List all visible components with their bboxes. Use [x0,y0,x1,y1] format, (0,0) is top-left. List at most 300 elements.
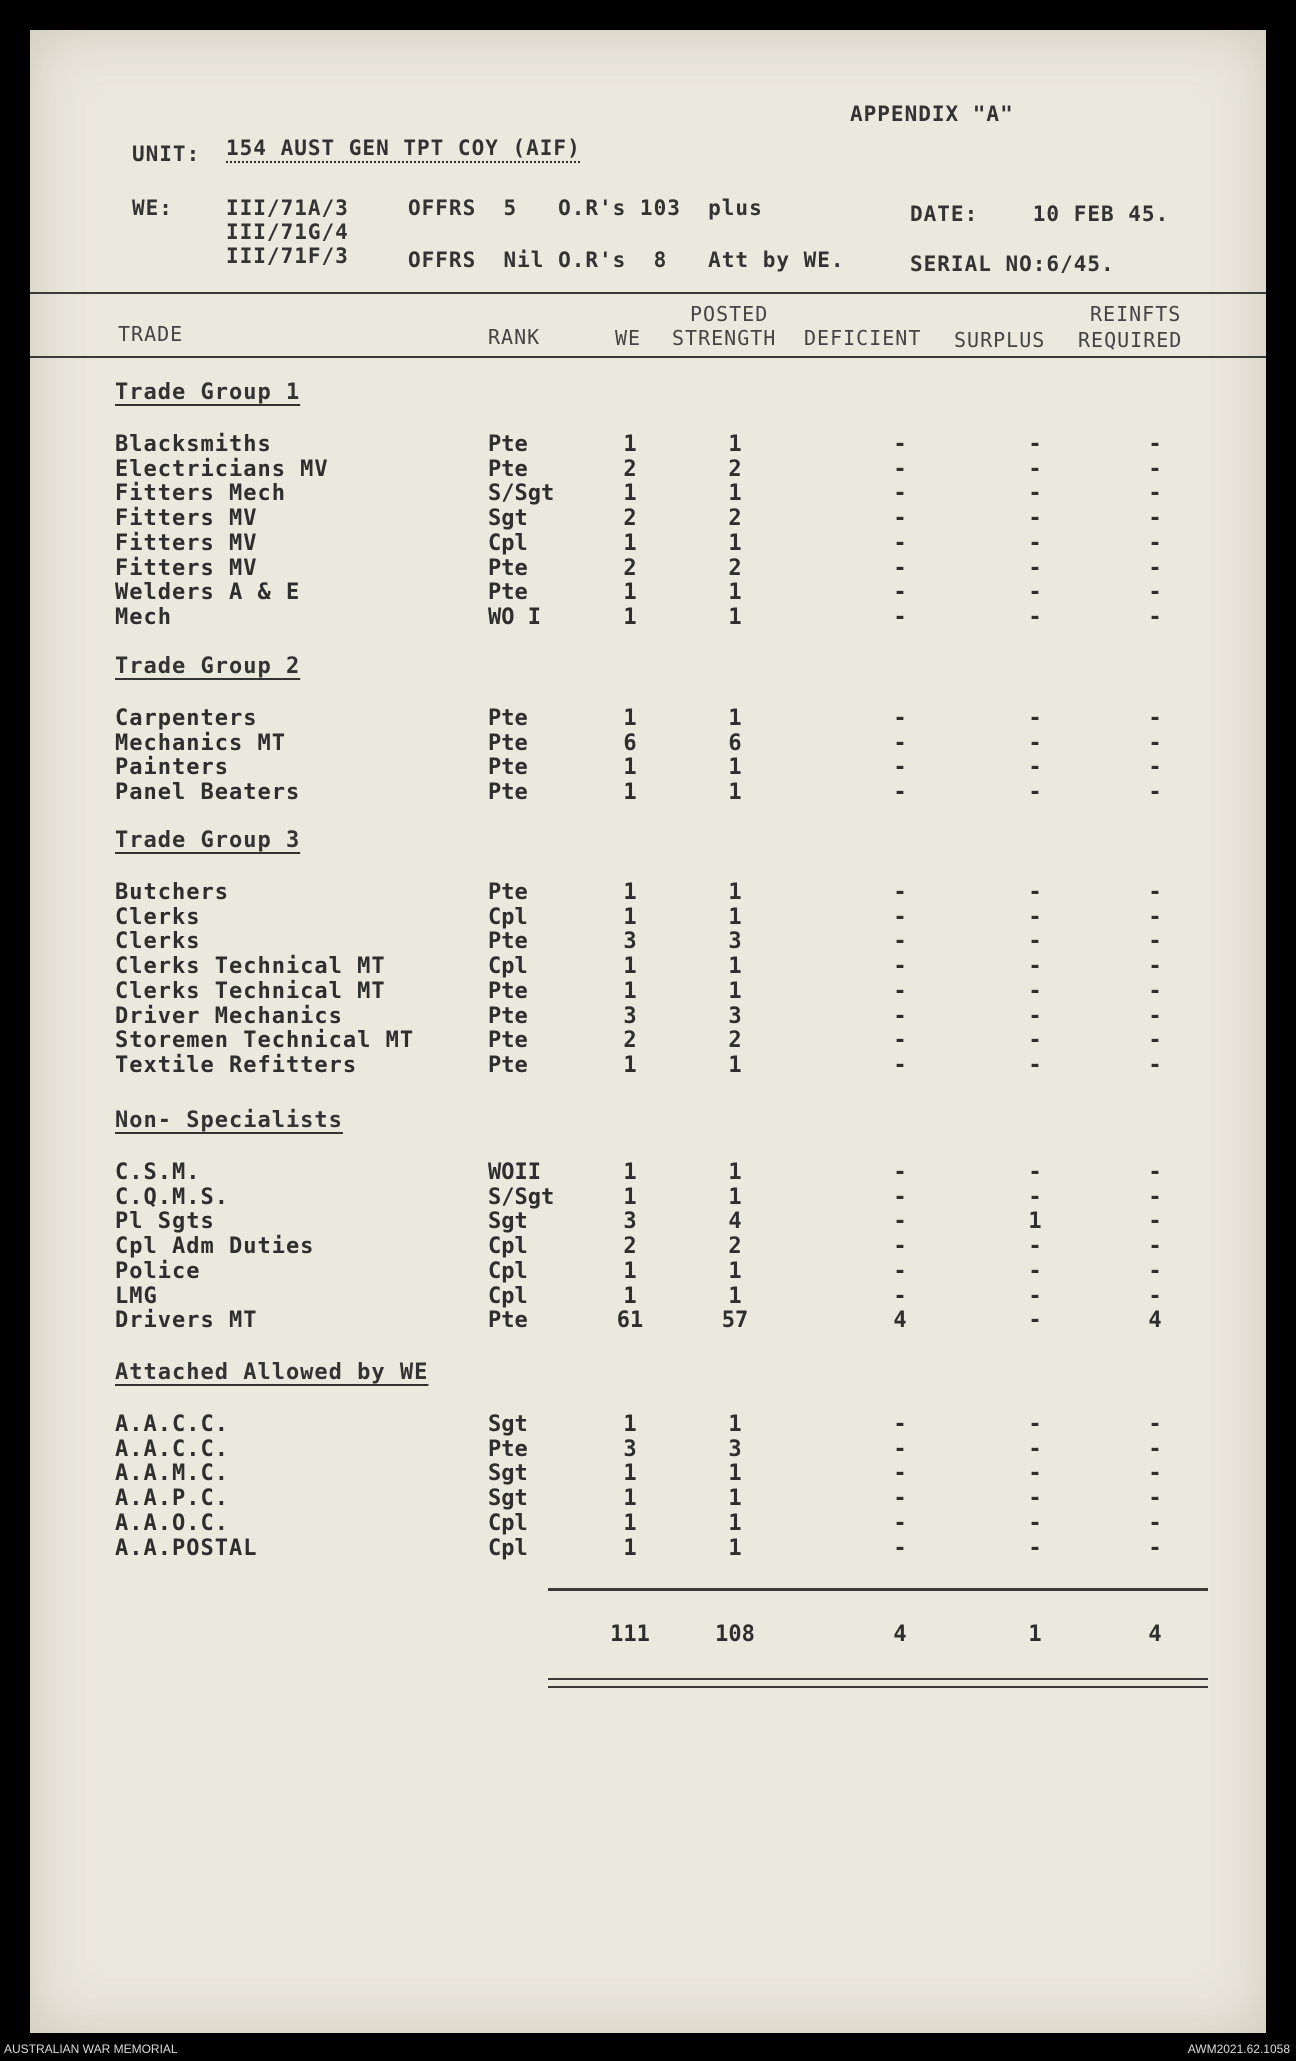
table-row [30,1185,1266,1210]
trade-cell: Clerks Technical MT [115,978,386,1004]
table-row [30,954,1266,979]
trade-cell: C.Q.M.S. [115,1184,229,1210]
total-we: 111 [610,1622,650,1647]
deficient-cell: - [893,1184,907,1210]
total-posted: 108 [715,1622,755,1647]
table-row [30,1028,1266,1053]
trade-cell: Carpenters [115,706,258,731]
col-deficient: DEFICIENT [804,326,922,350]
rank-cell: Pte [488,555,528,581]
trade-cell: Mechanics MT [115,730,286,756]
we-cell: 1 [623,1258,637,1284]
deficient-cell: - [893,1510,907,1536]
trade-cell: LMG [115,1283,158,1309]
unit-value: 154 AUST GEN TPT COY (AIF) [226,136,581,160]
reinfts-cell: - [1148,929,1162,955]
trade-cell: Butchers [115,880,229,905]
section-title: Trade Group 2 [115,654,301,679]
trade-cell: Pl Sgts [115,1209,215,1235]
posted-cell: 2 [728,506,742,532]
table-row [30,979,1266,1004]
table-row [30,1234,1266,1259]
posted-cell: 1 [728,530,742,556]
trade-cell: Blacksmiths [115,432,272,457]
posted-cell: 1 [728,1052,742,1078]
deficient-cell: - [893,580,907,606]
trade-cell: Fitters MV [115,530,258,556]
table-row [30,457,1266,482]
rank-cell: Pte [488,1308,528,1334]
deficient-cell: - [893,1052,907,1078]
posted-cell: 1 [728,780,742,806]
surplus-cell: - [1028,604,1042,630]
section-title: Trade Group 3 [115,828,301,853]
we-cell: 1 [623,1510,637,1536]
surplus-cell: - [1028,1003,1042,1029]
surplus-cell: - [1028,1461,1042,1487]
surplus-cell: - [1028,1028,1042,1054]
we-cell: 1 [623,904,637,930]
surplus-cell: - [1028,1283,1042,1309]
deficient-cell: - [893,780,907,806]
surplus-cell: - [1028,706,1042,731]
we-cell: 61 [616,1308,644,1334]
we-cell: 1 [623,432,637,457]
total-rule-double-1 [548,1678,1208,1680]
rank-cell: Pte [488,780,528,806]
appendix-label: APPENDIX "A" [850,102,1014,126]
table-row [30,605,1266,630]
table-row [30,556,1266,581]
surplus-cell: - [1028,432,1042,457]
col-posted-2: STRENGTH [672,326,777,350]
table-row [30,580,1266,605]
trade-cell: Fitters Mech [115,481,286,507]
surplus-cell: - [1028,929,1042,955]
table-row [30,905,1266,930]
we-cell: 1 [623,755,637,781]
col-rank: RANK [488,325,541,349]
totals-row [30,1622,1266,1647]
rank-cell: WO I [488,604,541,630]
posted-cell: 3 [728,1436,742,1462]
reinfts-cell: - [1148,580,1162,606]
posted-cell: 1 [728,978,742,1004]
rank-cell: Cpl [488,1234,528,1260]
col-we: WE [615,326,642,350]
section-title: Trade Group 1 [115,380,301,405]
we-cell: 1 [623,1160,637,1185]
deficient-cell: - [893,1436,907,1462]
reinfts-cell: - [1148,1283,1162,1309]
trade-cell: A.A.M.C. [115,1461,229,1487]
section-title: Attached Allowed by WE [115,1360,429,1385]
table-row [30,432,1266,457]
rank-cell: Pte [488,978,528,1004]
rank-cell: Cpl [488,1510,528,1536]
rank-cell: Sgt [488,1412,528,1437]
surplus-cell: - [1028,954,1042,980]
surplus-cell: - [1028,755,1042,781]
deficient-cell: - [893,1028,907,1054]
we-cell: 1 [623,1412,637,1437]
col-trade: TRADE [118,322,184,346]
deficient-cell: - [893,1160,907,1185]
reinfts-cell: - [1148,904,1162,930]
reinfts-cell: - [1148,1510,1162,1536]
footer-accession: AWM2021.62.1058 [1187,2042,1290,2056]
deficient-cell: - [893,604,907,630]
reinfts-cell: - [1148,706,1162,731]
reinfts-cell: - [1148,456,1162,482]
table-row [30,1486,1266,1511]
we-cell: 1 [623,1486,637,1512]
deficient-cell: - [893,1535,907,1561]
rank-cell: Pte [488,929,528,955]
reinfts-cell: - [1148,481,1162,507]
surplus-cell: - [1028,506,1042,532]
deficient-cell: - [893,1486,907,1512]
surplus-cell: - [1028,730,1042,756]
we-cell: 1 [623,780,637,806]
posted-cell: 1 [728,580,742,606]
we-cell: 3 [623,929,637,955]
reinfts-cell: - [1148,1209,1162,1235]
deficient-cell: - [893,880,907,905]
reinfts-cell: - [1148,1184,1162,1210]
table-row [30,481,1266,506]
section-title: Non- Specialists [115,1108,343,1133]
table-row [30,1412,1266,1437]
trade-cell: Mech [115,604,172,630]
reinfts-cell: - [1148,1234,1162,1260]
table-row [30,1461,1266,1486]
table-row [30,1536,1266,1561]
deficient-cell: - [893,1461,907,1487]
table-row [30,1160,1266,1185]
table-row [30,1511,1266,1536]
reinfts-cell: - [1148,1028,1162,1054]
reinfts-cell: 4 [1148,1308,1162,1334]
total-surplus: 1 [1028,1622,1042,1647]
rank-cell: Pte [488,1028,528,1054]
surplus-cell: - [1028,1436,1042,1462]
surplus-cell: 1 [1028,1209,1042,1235]
surplus-cell: - [1028,978,1042,1004]
surplus-cell: - [1028,1160,1042,1185]
posted-cell: 1 [728,1510,742,1536]
deficient-cell: - [893,1412,907,1437]
archive-footer [0,2036,1296,2061]
table-row [30,1259,1266,1284]
surplus-cell: - [1028,456,1042,482]
we-cell: 2 [623,456,637,482]
posted-cell: 2 [728,1028,742,1054]
trade-cell: Clerks [115,904,201,930]
we-cell: 1 [623,530,637,556]
rank-cell: Pte [488,456,528,482]
rank-cell: Pte [488,880,528,905]
posted-cell: 1 [728,1486,742,1512]
total-reinfts: 4 [1148,1622,1162,1647]
deficient-cell: - [893,432,907,457]
posted-cell: 1 [728,604,742,630]
officers-line-2: OFFRS Nil O.R's 8 Att by WE. [408,248,845,272]
trade-cell: Welders A & E [115,580,301,606]
deficient-cell: - [893,706,907,731]
reinfts-cell: - [1148,530,1162,556]
reinfts-cell: - [1148,954,1162,980]
we-cell: 6 [623,730,637,756]
total-rule-top [548,1588,1208,1591]
deficient-cell: - [893,506,907,532]
trade-cell: Clerks [115,929,201,955]
reinfts-cell: - [1148,730,1162,756]
we-cell: 3 [623,1436,637,1462]
table-row [30,755,1266,780]
surplus-cell: - [1028,1184,1042,1210]
rank-cell: S/Sgt [488,481,555,507]
reinfts-cell: - [1148,1160,1162,1185]
trade-cell: Storemen Technical MT [115,1028,415,1054]
we-code-2: III/71G/4 [226,220,349,244]
we-cell: 1 [623,1461,637,1487]
surplus-cell: - [1028,1052,1042,1078]
deficient-cell: - [893,1209,907,1235]
posted-cell: 6 [728,730,742,756]
table-row [30,1004,1266,1029]
deficient-cell: - [893,730,907,756]
rank-cell: Pte [488,432,528,457]
unit-label: UNIT: [132,142,201,166]
table-row [30,780,1266,805]
we-cell: 1 [623,1535,637,1561]
trade-cell: A.A.C.C. [115,1412,229,1437]
table-row [30,1053,1266,1078]
reinfts-cell: - [1148,1258,1162,1284]
col-surplus: SURPLUS [954,328,1046,352]
rank-cell: Sgt [488,1209,528,1235]
trade-cell: Fitters MV [115,555,258,581]
posted-cell: 1 [728,432,742,457]
deficient-cell: - [893,954,907,980]
posted-cell: 3 [728,929,742,955]
surplus-cell: - [1028,1535,1042,1561]
table-row [30,531,1266,556]
surplus-cell: - [1028,1258,1042,1284]
posted-cell: 1 [728,1160,742,1185]
table-row [30,706,1266,731]
posted-cell: 1 [728,954,742,980]
reinfts-cell: - [1148,1486,1162,1512]
posted-cell: 2 [728,456,742,482]
rank-cell: Pte [488,730,528,756]
posted-cell: 57 [721,1308,749,1334]
deficient-cell: - [893,1234,907,1260]
table-row [30,1284,1266,1309]
posted-cell: 1 [728,706,742,731]
deficient-cell: - [893,755,907,781]
officers-line-1: OFFRS 5 O.R's 103 plus [408,196,763,220]
posted-cell: 1 [728,481,742,507]
deficient-cell: - [893,904,907,930]
rank-cell: S/Sgt [488,1184,555,1210]
total-deficient: 4 [893,1622,907,1647]
reinfts-cell: - [1148,755,1162,781]
reinfts-cell: - [1148,432,1162,457]
header-rule-top [30,292,1266,294]
trade-cell: Drivers MT [115,1308,258,1334]
surplus-cell: - [1028,780,1042,806]
total-rule-double-2 [548,1686,1208,1688]
trade-cell: Cpl Adm Duties [115,1234,315,1260]
posted-cell: 2 [728,555,742,581]
reinfts-cell: - [1148,1535,1162,1561]
posted-cell: 1 [728,1412,742,1437]
reinfts-cell: - [1148,506,1162,532]
rank-cell: Cpl [488,954,528,980]
we-code-3: III/71F/3 [226,244,349,268]
table-row [30,731,1266,756]
we-cell: 1 [623,481,637,507]
we-cell: 1 [623,1184,637,1210]
we-cell: 2 [623,555,637,581]
surplus-cell: - [1028,1510,1042,1536]
we-cell: 3 [623,1209,637,1235]
rank-cell: Sgt [488,1486,528,1512]
table-row [30,506,1266,531]
table-row [30,880,1266,905]
surplus-cell: - [1028,1234,1042,1260]
rank-cell: Cpl [488,1535,528,1561]
deficient-cell: - [893,1283,907,1309]
trade-cell: Textile Refitters [115,1052,358,1078]
we-cell: 2 [623,506,637,532]
we-cell: 1 [623,706,637,731]
posted-cell: 1 [728,1461,742,1487]
reinfts-cell: - [1148,1412,1162,1437]
we-code-1: III/71A/3 [226,196,349,220]
we-cell: 3 [623,1003,637,1029]
deficient-cell: 4 [893,1308,907,1334]
trade-cell: A.A.C.C. [115,1436,229,1462]
surplus-cell: - [1028,530,1042,556]
rank-cell: Pte [488,580,528,606]
we-cell: 2 [623,1234,637,1260]
trade-cell: A.A.POSTAL [115,1535,258,1561]
reinfts-cell: - [1148,1461,1162,1487]
rank-cell: Pte [488,1003,528,1029]
rank-cell: Cpl [488,1283,528,1309]
trade-cell: Clerks Technical MT [115,954,386,980]
reinfts-cell: - [1148,555,1162,581]
header-rule-bottom [30,356,1266,358]
table-row [30,1437,1266,1462]
reinfts-cell: - [1148,978,1162,1004]
rank-cell: Pte [488,706,528,731]
reinfts-cell: - [1148,880,1162,905]
deficient-cell: - [893,456,907,482]
trade-cell: Electricians MV [115,456,329,482]
rank-cell: Cpl [488,530,528,556]
deficient-cell: - [893,555,907,581]
we-cell: 1 [623,880,637,905]
deficient-cell: - [893,1258,907,1284]
surplus-cell: - [1028,880,1042,905]
deficient-cell: - [893,929,907,955]
posted-cell: 1 [728,755,742,781]
rank-cell: Sgt [488,506,528,532]
trade-cell: C.S.M. [115,1160,201,1185]
we-cell: 1 [623,1052,637,1078]
posted-cell: 1 [728,1258,742,1284]
reinfts-cell: - [1148,1003,1162,1029]
we-label: WE: [132,196,173,220]
posted-cell: 1 [728,904,742,930]
surplus-cell: - [1028,1308,1042,1334]
document-page [30,30,1266,2033]
posted-cell: 2 [728,1234,742,1260]
reinfts-cell: - [1148,1436,1162,1462]
deficient-cell: - [893,530,907,556]
we-cell: 1 [623,978,637,1004]
reinfts-cell: - [1148,604,1162,630]
rank-cell: Pte [488,1436,528,1462]
trade-cell: A.A.O.C. [115,1510,229,1536]
table-row [30,1209,1266,1234]
col-reinfts-1: REINFTS [1090,302,1182,326]
surplus-cell: - [1028,1412,1042,1437]
trade-cell: Panel Beaters [115,780,301,806]
rank-cell: Cpl [488,1258,528,1284]
rank-cell: Cpl [488,904,528,930]
table-row [30,1308,1266,1333]
rank-cell: Pte [488,1052,528,1078]
surplus-cell: - [1028,1486,1042,1512]
we-cell: 1 [623,1283,637,1309]
posted-cell: 1 [728,1283,742,1309]
posted-cell: 1 [728,1184,742,1210]
posted-cell: 1 [728,880,742,905]
rank-cell: Sgt [488,1461,528,1487]
reinfts-cell: - [1148,780,1162,806]
date-field: DATE: 10 FEB 45. [910,202,1170,226]
rank-cell: Pte [488,755,528,781]
posted-cell: 4 [728,1209,742,1235]
we-cell: 2 [623,1028,637,1054]
trade-cell: Fitters MV [115,506,258,532]
deficient-cell: - [893,481,907,507]
trade-cell: Painters [115,755,229,781]
surplus-cell: - [1028,481,1042,507]
surplus-cell: - [1028,904,1042,930]
footer-source: AUSTRALIAN WAR MEMORIAL [4,2042,178,2056]
deficient-cell: - [893,978,907,1004]
we-cell: 1 [623,604,637,630]
we-cell: 1 [623,580,637,606]
table-row [30,929,1266,954]
surplus-cell: - [1028,580,1042,606]
trade-cell: A.A.P.C. [115,1486,229,1512]
we-cell: 1 [623,954,637,980]
posted-cell: 1 [728,1535,742,1561]
surplus-cell: - [1028,555,1042,581]
reinfts-cell: - [1148,1052,1162,1078]
deficient-cell: - [893,1003,907,1029]
posted-cell: 3 [728,1003,742,1029]
col-reinfts-2: REQUIRED [1078,328,1183,352]
trade-cell: Driver Mechanics [115,1003,343,1029]
